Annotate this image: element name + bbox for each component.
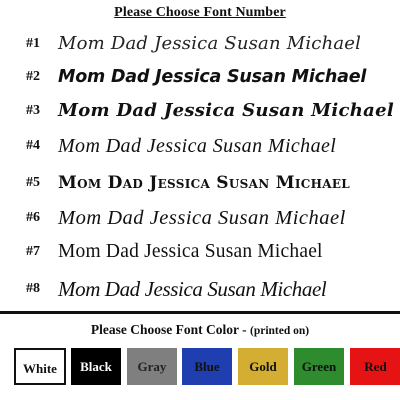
- font-option-2[interactable]: [0, 61, 400, 93]
- font-option-6[interactable]: [0, 202, 400, 234]
- font-sample-text: Mom Dad Jessica Susan Michael: [58, 277, 327, 301]
- font-sample-text: Mom Dad Jessica Susan Michael: [58, 67, 367, 87]
- color-swatch-red[interactable]: Red: [350, 348, 400, 385]
- font-number-label: #8: [26, 281, 40, 296]
- font-sample-text: Mom Dad Jessica Susan Michael: [58, 135, 337, 157]
- font-number-label: #7: [26, 244, 40, 259]
- font-sample-text: Mom Dad Jessica Susan Michael: [58, 100, 395, 121]
- font-option-1[interactable]: [0, 28, 400, 60]
- color-swatch-green[interactable]: Green: [294, 348, 344, 385]
- font-option-8[interactable]: [0, 273, 400, 305]
- font-color-title-text: Please Choose Font Color -: [90, 322, 247, 337]
- font-number-label: #1: [26, 36, 40, 51]
- font-number-title: Please Choose Font Number: [114, 5, 286, 20]
- color-swatch-group: [14, 348, 388, 385]
- font-option-5[interactable]: [0, 167, 400, 199]
- font-number-label: #2: [26, 69, 40, 84]
- font-option-3[interactable]: [0, 95, 400, 127]
- font-option-4[interactable]: [0, 130, 400, 162]
- font-color-title: [0, 322, 400, 338]
- font-number-label: #5: [26, 175, 40, 190]
- section-divider: [0, 311, 400, 314]
- font-number-label: #6: [26, 210, 40, 225]
- font-sample-text: Mom Dad Jessica Susan Michael: [58, 207, 346, 229]
- color-swatch-white[interactable]: White: [14, 348, 66, 385]
- font-option-7[interactable]: [0, 236, 400, 268]
- font-sample-text: Mom Dad Jessica Susan Michael: [58, 173, 351, 193]
- color-swatch-black[interactable]: Black: [71, 348, 121, 385]
- font-sample-text: Mom Dad Jessica Susan Michael: [58, 241, 323, 262]
- color-swatch-blue[interactable]: Blue: [182, 348, 232, 385]
- color-swatch-gold[interactable]: Gold: [238, 348, 288, 385]
- font-number-label: #4: [26, 138, 40, 153]
- font-color-subtitle: (printed on): [250, 325, 310, 337]
- font-number-label: #3: [26, 103, 40, 118]
- color-swatch-gray[interactable]: Gray: [127, 348, 177, 385]
- font-sample-text: Mom Dad Jessica Susan Michael: [58, 33, 362, 54]
